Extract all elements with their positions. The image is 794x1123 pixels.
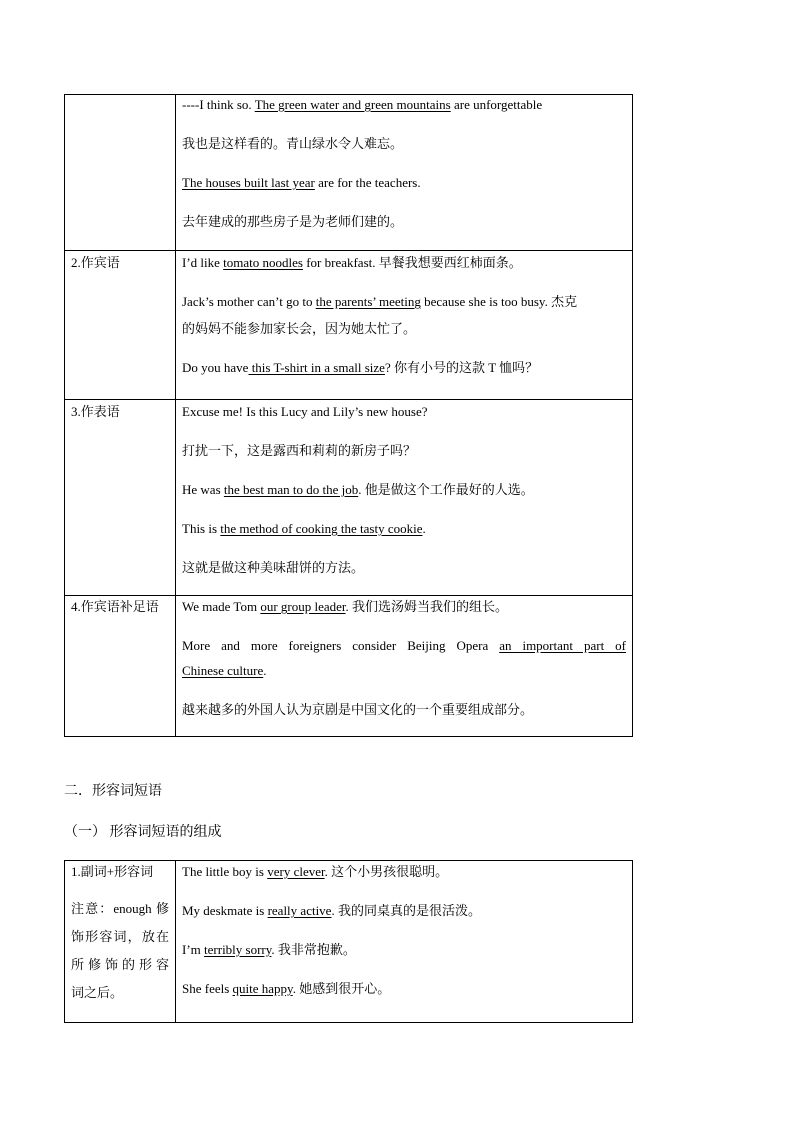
note-line: 词之后。 bbox=[71, 985, 124, 1000]
row-label bbox=[65, 95, 176, 251]
row-content bbox=[176, 400, 633, 596]
example-line: Do you have this T-shirt in a small size? 你有小号的这款 T 恤吗？ bbox=[182, 360, 539, 375]
row-content bbox=[176, 95, 633, 251]
note-line: 所修饰的形容 bbox=[71, 957, 169, 972]
translation-line: 去年建成的那些房子是为老师们建的。 bbox=[182, 214, 404, 229]
row-label: 2.作宾语 bbox=[65, 251, 176, 400]
note-line: 注意：enough 修 bbox=[71, 901, 169, 916]
example-line: This is the method of cooking the tasty cookie. bbox=[182, 521, 426, 536]
row-content bbox=[176, 596, 633, 737]
translation-line: 越来越多的外国人认为京剧是中国文化的一个重要组成部分。 bbox=[182, 702, 534, 717]
row-label: 4.作宾语补足语 bbox=[65, 596, 176, 737]
example-line: My deskmate is really active. 我的同桌真的是很活泼。 bbox=[182, 903, 481, 918]
row-content bbox=[176, 861, 633, 1023]
example-line: Chinese culture. bbox=[182, 663, 267, 678]
table-row bbox=[65, 251, 633, 400]
row-label: 3.作表语 bbox=[65, 400, 176, 596]
example-line: More and more foreigners consider Beijing Opera an important part of bbox=[182, 638, 626, 653]
example-line: He was the best man to do the job. 他是做这个工作最好的人选。 bbox=[182, 482, 534, 497]
note-line: 饰形容词，放在 bbox=[71, 929, 169, 944]
row-label: 1.副词+形容词 注意：enough 修 饰形容词，放在 所修饰的形容 词之后。 bbox=[65, 861, 176, 1023]
example-line: I’d like tomato noodles for breakfast. 早餐我想要西红柿面条。 bbox=[182, 255, 522, 270]
grammar-table-noun-phrases bbox=[64, 94, 633, 737]
example-line: We made Tom our group leader. 我们选汤姆当我们的组长。 bbox=[182, 599, 509, 614]
example-line: ----I think so. The green water and green mountains are unforgettable bbox=[182, 97, 543, 112]
example-line: The little boy is very clever. 这个小男孩很聪明。 bbox=[182, 864, 449, 879]
example-line: I’m terribly sorry. 我非常抱歉。 bbox=[182, 942, 356, 957]
translation-line: 这就是做这种美味甜饼的方法。 bbox=[182, 560, 365, 575]
example-line: She feels quite happy. 她感到很开心。 bbox=[182, 981, 391, 996]
table-row bbox=[65, 596, 633, 737]
translation-line: 我也是这样看的。青山绿水令人难忘。 bbox=[182, 136, 404, 151]
example-line: The houses built last year are for the teachers. bbox=[182, 175, 421, 190]
table-row bbox=[65, 95, 633, 251]
translation-line: 的妈妈不能参加家长会，因为她太忙了。 bbox=[182, 321, 417, 336]
table-row bbox=[65, 400, 633, 596]
section-heading: 二．形容词短语 bbox=[64, 784, 162, 799]
table-row bbox=[65, 861, 633, 1023]
grammar-table-adjective-phrases bbox=[64, 860, 633, 1023]
translation-line: 打扰一下，这是露西和莉莉的新房子吗？ bbox=[182, 443, 417, 458]
subsection-heading: （一） 形容词短语的组成 bbox=[64, 825, 222, 840]
example-line: Jack’s mother can’t go to the parents’ meeting because she is too busy. 杰克 bbox=[182, 294, 578, 309]
example-line: Excuse me! Is this Lucy and Lily’s new house? bbox=[182, 404, 428, 419]
row-content bbox=[176, 251, 633, 400]
